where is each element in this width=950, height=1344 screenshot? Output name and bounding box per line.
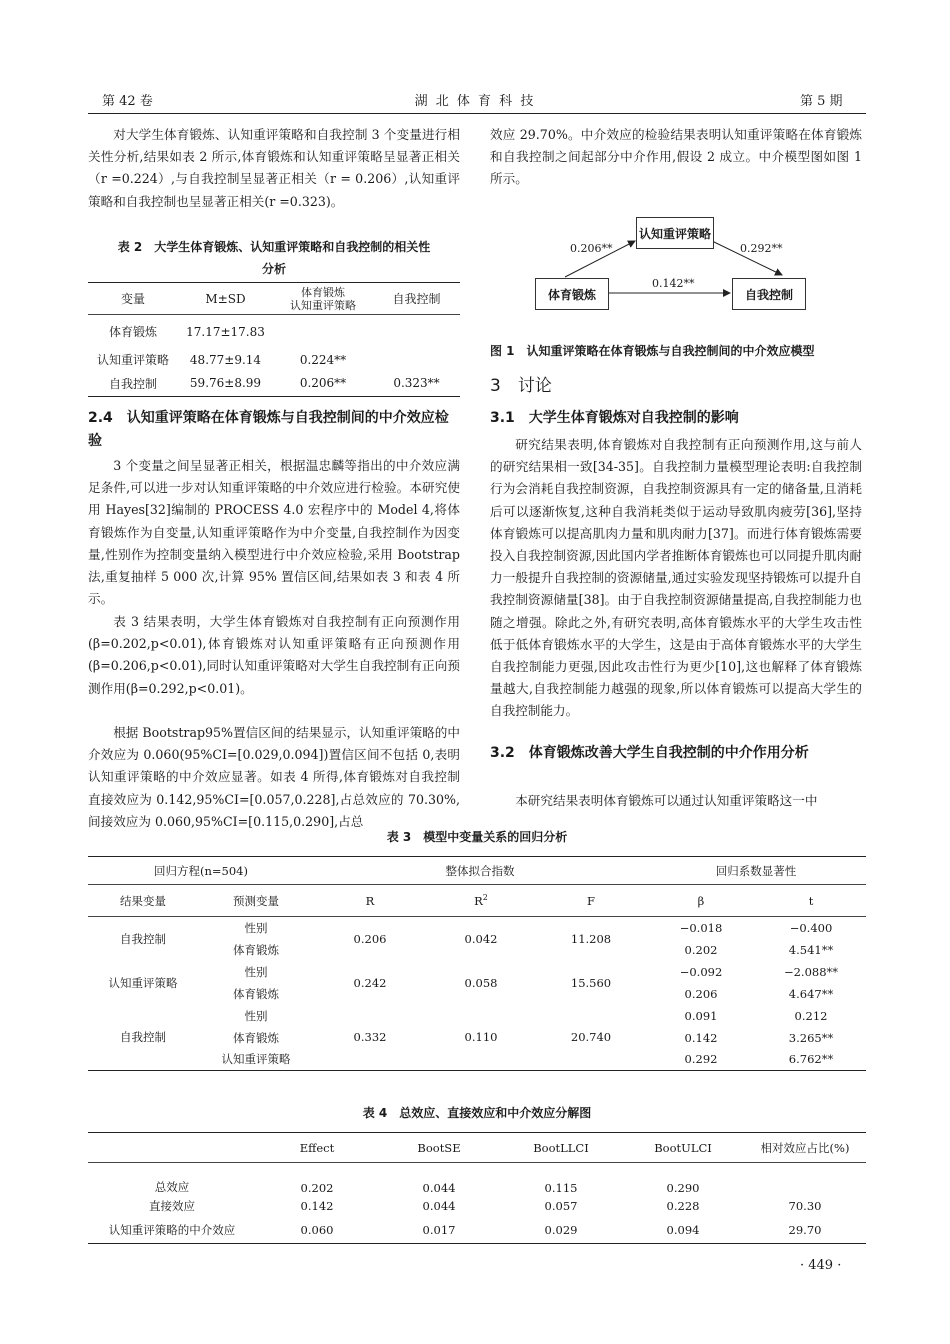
table4-row	[88, 1195, 866, 1218]
table4-cell: 0.044	[422, 1199, 456, 1213]
table3-cell: −0.018	[679, 920, 723, 935]
page-number: · 449 ·	[800, 1258, 842, 1273]
paragraph-3-1: 研究结果表明,体育锻炼对自我控制有正向预测作用,这与前人的研究结果相一致[34-35]。自我控制力量模型理论表明:自我控制行为会消耗自我控制资源，自我控制资源具有一定的储备量,且消耗后可以逐渐恢复,这种自我消耗类似于运动导致肌肉疲劳[36],坚持体育锻炼可以提高肌肉力量和肌肉耐力[37]。而进行体育锻炼需要投入自我控制资源,因此国内学者推断体育锻炼也可以同提升肌肉耐力一般提升自我控制的资源储量,通过实验发现坚持锻炼可以提升自我控制资源储量[38]。由于自我控制资源储量提高,自我控制能力也随之增强。除此之外,有研究表明,高体育锻炼水平的大学生攻击性低于低体育锻炼水平的大学生，这是由于高体育锻炼水平的大学生自我控制能力更强,因此攻击性行为更少[10],这也解释了体育锻炼量越大,自我控制能力越强的现象,所以体育锻炼可以提高大学生的自我控制能力。	[490, 437, 862, 719]
table4-cell: 29.70	[788, 1223, 822, 1238]
table3-h-F: F	[587, 893, 595, 908]
table4-cell: 0.017	[422, 1223, 456, 1238]
header-volume: 第 42 卷	[102, 94, 153, 109]
table4	[88, 1132, 866, 1244]
table3-cell: −0.092	[679, 964, 723, 979]
table2-col-selfcontrol: 自我控制	[392, 292, 441, 306]
table3-cell: 4.647**	[788, 986, 834, 1001]
table2-col-msd: M±SD	[205, 291, 246, 306]
table4-cell: 总效应	[154, 1179, 190, 1194]
table3-cell: 0.091	[684, 1008, 718, 1023]
table3-cell: 自我控制	[120, 1030, 166, 1045]
table4-caption: 表 4 总效应、直接效应和中介效应分解图	[362, 1106, 592, 1120]
table3-cell: 0.042	[464, 931, 498, 946]
table3-group-coef: 回归系数显著性	[646, 857, 866, 885]
table3-cell: 0.058	[464, 975, 498, 990]
table3-h-R2-sup: 2	[482, 893, 488, 903]
table3-h-R2	[426, 885, 536, 917]
table2-cell: 体育锻炼	[108, 325, 157, 340]
table3-h-beta: β	[697, 893, 705, 908]
table2	[88, 282, 460, 397]
path-c-label: 0.142**	[652, 277, 695, 290]
table4-cell: 0.115	[544, 1180, 578, 1195]
table2-cell: 0.206**	[299, 376, 347, 391]
table3-h-R2-base: R	[474, 893, 483, 908]
table2-cell: 自我控制	[108, 376, 157, 391]
table4-cell	[744, 1163, 866, 1195]
table3-cell: 认知重评策略	[221, 1052, 291, 1067]
table3-cell: 性别	[244, 1008, 268, 1023]
table2-col-exercise	[273, 283, 373, 315]
table4-row	[88, 1218, 866, 1244]
table3-h-t: t	[808, 893, 814, 908]
figure-1-caption: 图 1 认知重评策略在体育锻炼与自我控制间的中介效应模型	[490, 344, 815, 358]
paragraph-2-4-a: 3 个变量之间呈显著正相关，根据温忠麟等指出的中介效应满足条件,可以进一步对认知重评策略的中介效应进行检验。本研究使用 Hayes[32]编制的 PROCESS 4.0 宏程序中的 Model 4,将体育锻炼作为自变量,认知重评策略作为中介变量,自我控制作为因变量,性别作为控制变量纳入模型进行中介效应检验,采用 Bootstrap 法,重复抽样 5 000 次,计算 95% 置信区间,结果如表 3 和表 4 所示。	[88, 458, 460, 607]
table3-cell: 体育锻炼	[233, 986, 279, 1001]
table4-cell: 0.228	[666, 1199, 700, 1213]
table4-cell: 70.30	[788, 1199, 822, 1213]
table4-cell: 认知重评策略的中介效应	[108, 1223, 236, 1238]
section-3-1-title: 3.1 大学生体育锻炼对自我控制的影响	[490, 410, 739, 426]
table3-h-predictor: 预测变量	[233, 893, 279, 908]
path-a-label: 0.206**	[570, 242, 613, 255]
node-mediator: 认知重评策略	[636, 217, 714, 249]
table4-cell: 0.060	[300, 1223, 334, 1238]
table3-cell: 3.265**	[788, 1030, 834, 1045]
table2-cell: 59.76±8.99	[189, 376, 262, 391]
table4-cell: 0.044	[422, 1180, 456, 1195]
table2-col-exercise-line2: 认知重评策略	[290, 298, 356, 312]
table4-header: BootULCI	[654, 1140, 712, 1155]
table3-cell: 11.208	[570, 931, 612, 946]
table4-row	[88, 1163, 866, 1195]
table3-cell: 性别	[244, 964, 268, 979]
table3-cell: 4.541**	[788, 942, 834, 957]
path-b-label: 0.292**	[740, 242, 783, 255]
table2-cell: 48.77±9.14	[189, 352, 262, 367]
section-2-4-title: 2.4 认知重评策略在体育锻炼与自我控制间的中介效应检验	[88, 410, 449, 449]
table2-row	[88, 371, 460, 397]
intro-paragraph: 对大学生体育锻炼、认知重评策略和自我控制 3 个变量进行相关性分析,结果如表 2 所示,体育锻炼和认知重评策略呈显著正相关（r =0.224）,与自我控制呈显著正相关（r = 0.206）,认知重评策略和自我控制也呈显著正相关(r =0.323)。	[88, 127, 460, 209]
section-3-title: 3 讨论	[490, 376, 552, 396]
table2-caption-line1: 表 2 大学生体育锻炼、认知重评策略和自我控制的相关性	[117, 240, 431, 254]
table3-cell: 0.332	[353, 1030, 387, 1045]
table4-header: BootLLCI	[533, 1140, 589, 1155]
table3-cell: 认知重评策略	[108, 975, 178, 990]
table2-col-exercise-line1: 体育锻炼	[301, 285, 345, 299]
table4-header	[88, 1133, 256, 1163]
table3-group-equation: 回归方程(n=504)	[88, 857, 314, 885]
table2-cell	[373, 315, 460, 349]
paragraph-2-4-b: 表 3 结果表明，大学生体育锻炼对自我控制有正向预测作用(β=0.202,p<0.01),体育锻炼对认知重评策略有正向预测作用(β=0.206,p<0.01),同时认知重评策略对大学生自我控制有正向预测作用(β=0.292,p<0.01)。	[88, 614, 460, 696]
table3-cell: −2.088**	[783, 964, 839, 979]
table3-cell: 0.206	[684, 986, 718, 1001]
table3-cell: 体育锻炼	[233, 942, 279, 957]
section-3-2-title: 3.2 体育锻炼改善大学生自我控制的中介作用分析	[490, 745, 809, 761]
table3-cell: 体育锻炼	[233, 1030, 279, 1045]
paragraph-mediation-result: 效应 29.70%。中介效应的检验结果表明认知重评策略在体育锻炼和自我控制之间起部分中介作用,假设 2 成立。中介模型图如图 1 所示。	[490, 127, 862, 187]
paragraph-2-4-c: 根据 Bootstrap95%置信区间的结果显示，认知重评策略的中介效应为 0.060(95%CI=[0.029,0.094])置信区间不包括 0,表明认知重评策略的中介效应显著。如表 4 所得,体育锻炼对自我控制直接效应为 0.142,95%CI=[0.057,0.228],占总效应的 70.30%,间接效应为 0.060,95%CI=[0.115,0.290],占总	[88, 725, 460, 829]
figure-1	[490, 205, 865, 330]
table3-cell: 自我控制	[120, 931, 166, 946]
table2-cell	[273, 315, 373, 349]
header-rule	[88, 113, 866, 114]
table4-header: BootSE	[417, 1140, 461, 1155]
table3	[88, 856, 866, 1071]
table3-h-R: R	[365, 893, 375, 908]
table3-row	[88, 1005, 866, 1027]
table4-cell: 0.057	[544, 1199, 578, 1213]
header-issue: 第 5 期	[800, 94, 843, 109]
header-journal: 湖 北 体 育 科 技	[414, 94, 536, 109]
paragraph-3-2: 本研究结果表明体育锻炼可以通过认知重评策略这一中	[515, 793, 818, 808]
table2-row	[88, 315, 460, 349]
table3-cell: 0.142	[684, 1030, 718, 1045]
table3-cell: 0.202	[684, 942, 718, 957]
table4-cell: 0.094	[666, 1223, 700, 1238]
table2-cell	[373, 349, 460, 371]
table3-cell: 6.762**	[788, 1052, 834, 1067]
table2-caption	[88, 236, 460, 280]
table3-cell: 0.206	[353, 931, 387, 946]
table4-header: Effect	[299, 1140, 335, 1155]
table3-cell: 0.110	[464, 1030, 498, 1045]
table2-cell: 0.224**	[299, 352, 347, 367]
table3-h-outcome: 结果变量	[120, 893, 166, 908]
table2-caption-line2: 分析	[261, 262, 286, 276]
table4-cell: 0.142	[300, 1199, 334, 1213]
table3-cell: 20.740	[570, 1030, 612, 1045]
table3-cell: 0.242	[353, 975, 387, 990]
table3-cell: 0.292	[684, 1052, 718, 1067]
table4-header: 相对效应占比(%)	[760, 1140, 850, 1155]
table3-group-fit: 整体拟合指数	[314, 857, 646, 885]
table2-cell: 0.323**	[393, 376, 440, 391]
table3-caption: 表 3 模型中变量关系的回归分析	[386, 830, 568, 844]
table3-row	[88, 917, 866, 939]
table4-cell: 0.290	[666, 1180, 700, 1195]
table2-col-var: 变量	[120, 292, 145, 306]
table4-cell: 0.202	[300, 1180, 334, 1195]
table2-row	[88, 349, 460, 371]
node-selfcontrol: 自我控制	[732, 278, 806, 310]
table3-cell: −0.400	[789, 920, 833, 935]
table3-cell: 性别	[244, 920, 268, 935]
table2-cell: 17.17±17.83	[186, 324, 265, 339]
table3-cell: 15.560	[570, 975, 612, 990]
table4-cell: 0.029	[544, 1223, 578, 1238]
table4-cell: 直接效应	[149, 1199, 195, 1213]
table3-row	[88, 961, 866, 983]
node-exercise: 体育锻炼	[535, 278, 609, 310]
table3-cell: 0.212	[794, 1008, 828, 1023]
table2-cell: 认知重评策略	[96, 353, 169, 367]
